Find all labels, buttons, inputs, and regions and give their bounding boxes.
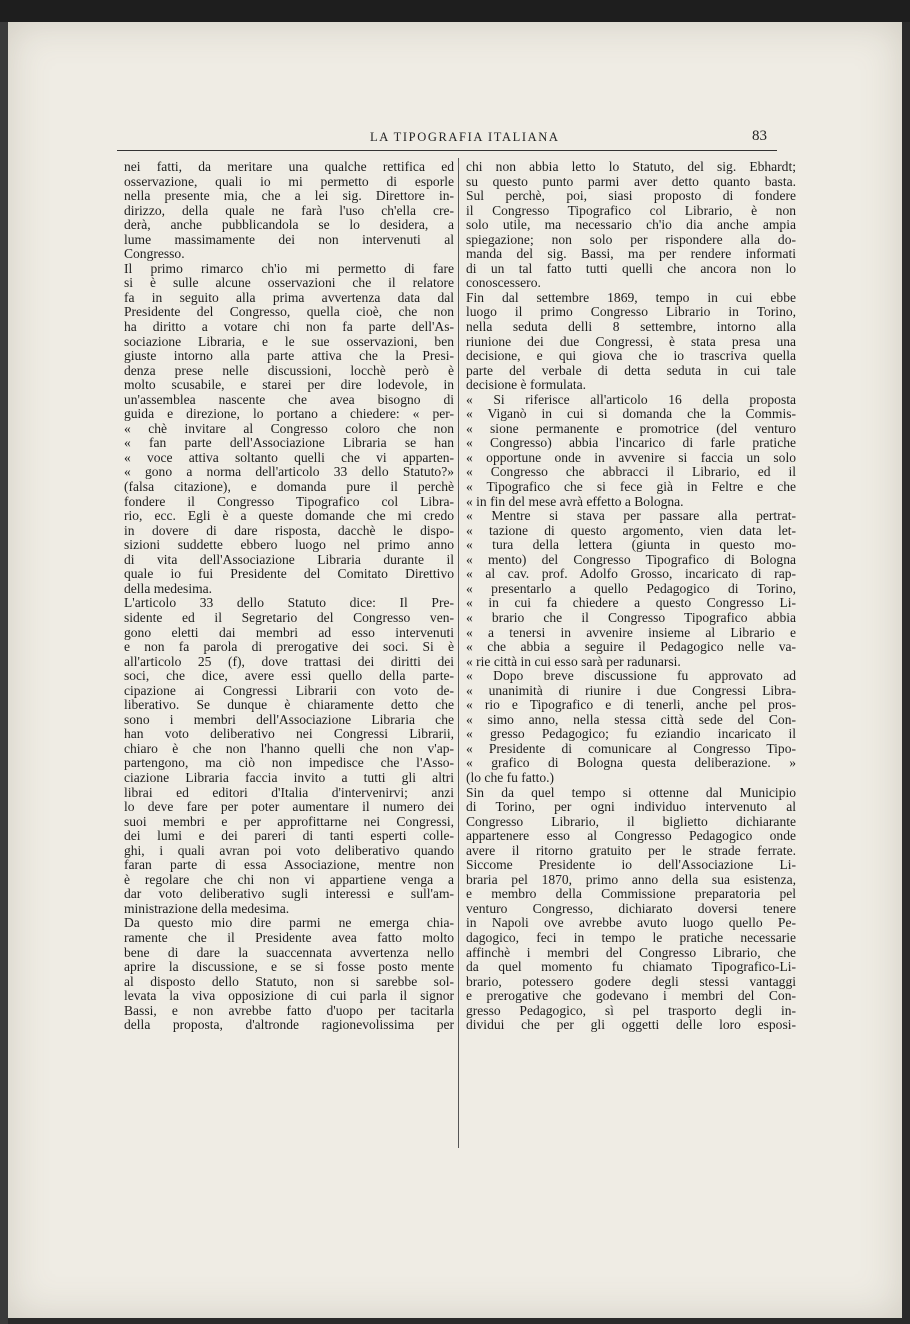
text-line: dirizzo, della quale ne farà l'uso ch'ella cre-: [124, 203, 454, 218]
text-line: appartenere esso al Congresso Pedagogico onde: [466, 829, 796, 844]
right-text-column: [466, 160, 796, 1033]
text-line: dagogico, feci in tempo le pratiche necessarie: [466, 930, 796, 945]
text-line: giuste intorno alla parte attiva che la Presi-: [124, 349, 454, 364]
text-line: parte del verbale di detta seduta in cui tale: [466, 363, 796, 378]
text-line: luogo il primo Congresso Librario in Torino,: [466, 305, 796, 320]
text-line: « unanimità di riunire i due Congressi Libra-: [466, 683, 796, 698]
text-line: « rie città in cui esso sarà per radunarsi.: [466, 654, 681, 669]
text-line: cipazione ai Congressi Librarii con voto de-: [124, 683, 454, 698]
text-line: faran parte di essa Associazione, mentre non: [124, 858, 454, 873]
text-line: solo utile, ma necessario ch'io dia anche ampia: [466, 218, 796, 233]
text-line: « Tipografico che si fece già in Feltre e che: [466, 480, 796, 495]
text-line: « grafico di Bologna questa deliberazione. »: [466, 756, 796, 771]
text-line: « fan parte dell'Associazione Libraria se han: [124, 436, 454, 451]
text-line: rio, ecc. Egli è a queste domande che mi credo: [124, 509, 454, 524]
text-line: « sione permanente e promotrice (del venturo: [466, 421, 796, 436]
text-line: chi non abbia letto lo Statuto, del sig. Ebhardt;: [466, 160, 796, 174]
text-line: « Si riferisce all'articolo 16 della proposta: [466, 392, 796, 407]
text-line: (lo che fu fatto.): [466, 770, 555, 785]
text-line: « tura della lettera (giunta in questo mo-: [466, 538, 796, 553]
text-line: Congresso.: [124, 247, 185, 262]
text-line: « brario che il Congresso Tipografico abbia: [466, 610, 796, 625]
text-line: « Mentre si stava per passare alla pertrat-: [466, 509, 796, 524]
text-line: in Napoli ove avrebbe avuto luogo quello Pe-: [466, 916, 796, 931]
text-line: « gresso Pedagogico; fu eziandio incaricato il: [466, 727, 796, 742]
text-line: ha diritto a votare chi non fa parte dell'As-: [124, 320, 454, 335]
text-line: « mento) del Congresso Tipografico di Bologna: [466, 552, 796, 567]
page-header: [117, 128, 777, 151]
text-line: Bassi, e non avrebbe fatto d'uopo per tacitarla: [124, 1003, 454, 1018]
text-line: Presidente del Congresso, quella cioè, che non: [124, 305, 454, 320]
text-line: ciazione Libraria faccia invito a tutti gli altri: [124, 770, 454, 785]
text-line: ramente che il Presidente avea fatto molto: [124, 930, 454, 945]
text-line: Il primo rimarco ch'io mi permetto di fare: [124, 261, 454, 276]
text-line: « al cav. prof. Adolfo Grosso, incaricato di rap-: [466, 567, 796, 582]
text-line: « chè invitare al Congresso coloro che non: [124, 421, 454, 436]
text-line: « Presidente di comunicare al Congresso Tipo-: [466, 741, 796, 756]
text-line: « opportune onde in avvenire si faccia un solo: [466, 450, 796, 465]
text-line: nella presente mia, che a lei sig. Direttore in-: [124, 189, 454, 204]
text-line: un'assemblea nascente che avea bisogno di: [124, 392, 454, 407]
text-line: partengono, ma ciò non impedisce che l'Asso-: [124, 756, 454, 771]
text-line: « Dopo breve discussione fu approvato ad: [466, 669, 796, 684]
text-line: della medesima.: [124, 581, 213, 596]
text-line: « Viganò in cui si domanda che la Commis-: [466, 407, 796, 422]
text-line: derà, anche pubblicandola se lo desidera, a: [124, 218, 454, 233]
text-line: Sul perchè, poi, siasi proposto di fondere: [466, 189, 796, 204]
text-line: « in fin del mese avrà effetto a Bologna.: [466, 494, 684, 509]
text-line: venturo Congresso, dichiarato doversi tenere: [466, 901, 796, 916]
text-line: « simo anno, nella stessa città sede del Con-: [466, 712, 796, 727]
text-line: soci, che dice, avere essi quello della parte-: [124, 669, 454, 684]
text-line: sono i membri dell'Associazione Libraria che: [124, 712, 454, 727]
text-line: denza prese nelle discussioni, locchè però è: [124, 363, 454, 378]
text-line: Da questo mio dire parmi ne emerga chia-: [124, 916, 454, 931]
text-line: « presentarlo a quello Pedagogico di Torino,: [466, 581, 796, 596]
text-line: « che abbia a seguire il Pedagogico nelle va-: [466, 640, 796, 655]
text-line: « tazione di questo argomento, vien data let-: [466, 523, 796, 538]
text-line: lo deve fare per poter aumentare il numero dei: [124, 800, 454, 815]
text-line: ghi, i quali avran poi voto deliberativo quando: [124, 843, 454, 858]
text-line: gono eletti dai membri ad esso intervenuti: [124, 625, 454, 640]
text-line: (falsa citazione), e domanda pure il perchè: [124, 480, 454, 495]
text-line: Fin dal settembre 1869, tempo in cui ebbe: [466, 290, 796, 305]
text-line: nella seduta delli 8 settembre, intorno alla: [466, 320, 796, 335]
text-line: levata la viva opposizione di cui parla il signor: [124, 989, 454, 1004]
text-line: liberativo. Se dunque è chiaramente detto che: [124, 698, 454, 713]
text-line: Siccome Presidente io dell'Associazione Li-: [466, 858, 796, 873]
text-line: fa in seguito alla prima avvertenza data dal: [124, 290, 454, 305]
text-line: aprire la discussione, e se si fosse posto mente: [124, 960, 454, 975]
text-line: della proposta, d'altronde ragionevolissima per: [124, 1018, 454, 1033]
text-line: braria pel 1870, primo anno della sua esistenza,: [466, 872, 796, 887]
text-line: brario, potessero godere degli stessi vantaggi: [466, 974, 796, 989]
text-line: di Torino, per ogni individuo intervenuto al: [466, 800, 796, 815]
text-line: « Congresso che abbracci il Librario, ed il: [466, 465, 796, 480]
text-line: bene di dare la suaccennata avvertenza nello: [124, 945, 454, 960]
text-line: nei fatti, da meritare una qualche rettifica ed: [124, 160, 454, 174]
text-line: avere il ritorno gratuito per le strade ferrate.: [466, 843, 796, 858]
text-line: lume massimamente dei non intervenuti al: [124, 232, 454, 247]
text-line: all'articolo 25 (f), dove trattasi dei diritti dei: [124, 654, 454, 669]
text-line: riunione dei due Congressi, è stata presa una: [466, 334, 796, 349]
left-text-column: [124, 160, 454, 1033]
text-line: decisione è formulata.: [466, 378, 586, 393]
text-line: spiegazione; non solo per rispondere alla do-: [466, 232, 796, 247]
text-line: sizioni suddette ebbero luogo nel primo anno: [124, 538, 454, 553]
text-line: L'articolo 33 dello Statuto dice: Il Pre-: [124, 596, 454, 611]
text-line: « voce attiva soltanto quelli che vi apparten-: [124, 450, 454, 465]
scan-top-border: [0, 0, 910, 22]
text-line: conoscessero.: [466, 276, 541, 291]
text-line: Congresso Librario, il biglietto dichiarante: [466, 814, 796, 829]
text-line: dei lumi e dei pareri di tanti esperti colle-: [124, 829, 454, 844]
text-line: sidente ed il Segretario del Congresso ven-: [124, 610, 454, 625]
text-line: e prerogative che godevano i membri del Con-: [466, 989, 796, 1004]
text-line: di un tal fatto tutti quelli che ancora non lo: [466, 261, 796, 276]
text-line: guida e direzione, lo portano a chiedere: « per-: [124, 407, 454, 422]
text-line: decisione, e qui giova che io trascriva quella: [466, 349, 796, 364]
column-divider: [458, 158, 459, 1148]
text-line: dividui che per gli oggetti delle loro esposi-: [466, 1018, 796, 1033]
text-line: sociazione Libraria, e le sue osservazioni, ben: [124, 334, 454, 349]
text-line: dar voto deliberativo sugli interessi e sull'am-: [124, 887, 454, 902]
running-title: LA TIPOGRAFIA ITALIANA: [370, 130, 560, 144]
text-line: osservazione, quali io mi permetto di esporle: [124, 174, 454, 189]
text-line: chiaro è che non l'hanno quelli che non v'ap-: [124, 741, 454, 756]
text-line: il Congresso Tipografico col Librario, è non: [466, 203, 796, 218]
text-line: gresso Pedagogico, sì pel trasporto degli in-: [466, 1003, 796, 1018]
text-line: da quel momento fu chiamato Tipografico-Li-: [466, 960, 796, 975]
text-line: « Congresso) abbia l'incarico di farle pratiche: [466, 436, 796, 451]
text-line: quale io fui Presidente del Comitato Direttivo: [124, 567, 454, 582]
text-line: su questo punto parmi aver detto quanto basta.: [466, 174, 796, 189]
text-line: e membro della Commissione preparatoria pel: [466, 887, 796, 902]
text-line: è regolare che chi non vi appartiene venga a: [124, 872, 454, 887]
text-line: fondere il Congresso Tipografico col Libra-: [124, 494, 454, 509]
text-line: « rio e Tipografico e di tenerli, anche pel pros-: [466, 698, 796, 713]
text-line: e non fa parola di prerogative dei soci. Si è: [124, 640, 454, 655]
text-line: librai ed editori d'Italia d'intervenirvi; anzi: [124, 785, 454, 800]
text-line: « in cui fa chiedere a questo Congresso Li-: [466, 596, 796, 611]
text-line: molto scusabile, e starei per dire lodevole, in: [124, 378, 454, 393]
text-line: manda del sig. Bassi, ma per rendere informati: [466, 247, 796, 262]
text-line: Sin da quel tempo si ottenne dal Municipio: [466, 785, 796, 800]
text-line: si è sulle alcune osservazioni che il relatore: [124, 276, 454, 291]
text-line: « a tenersi in avvenire insieme al Librario e: [466, 625, 796, 640]
text-line: al disposto dello Statuto, non si sarebbe sol-: [124, 974, 454, 989]
text-line: han voto deliberativo nei Congressi Librarii,: [124, 727, 454, 742]
text-line: ministrazione della medesima.: [124, 901, 290, 916]
text-line: suoi membri e per approfittarne nei Congressi,: [124, 814, 454, 829]
text-line: di vita dell'Associazione Libraria durante il: [124, 552, 454, 567]
text-line: in dovere di dare risposta, dacchè le dispo-: [124, 523, 454, 538]
text-line: « gono a norma dell'articolo 33 dello Statuto?»: [124, 465, 454, 480]
text-line: affinchè i membri del Congresso Librario, che: [466, 945, 796, 960]
scan-left-border: [0, 22, 8, 1324]
page-number: 83: [752, 128, 767, 144]
